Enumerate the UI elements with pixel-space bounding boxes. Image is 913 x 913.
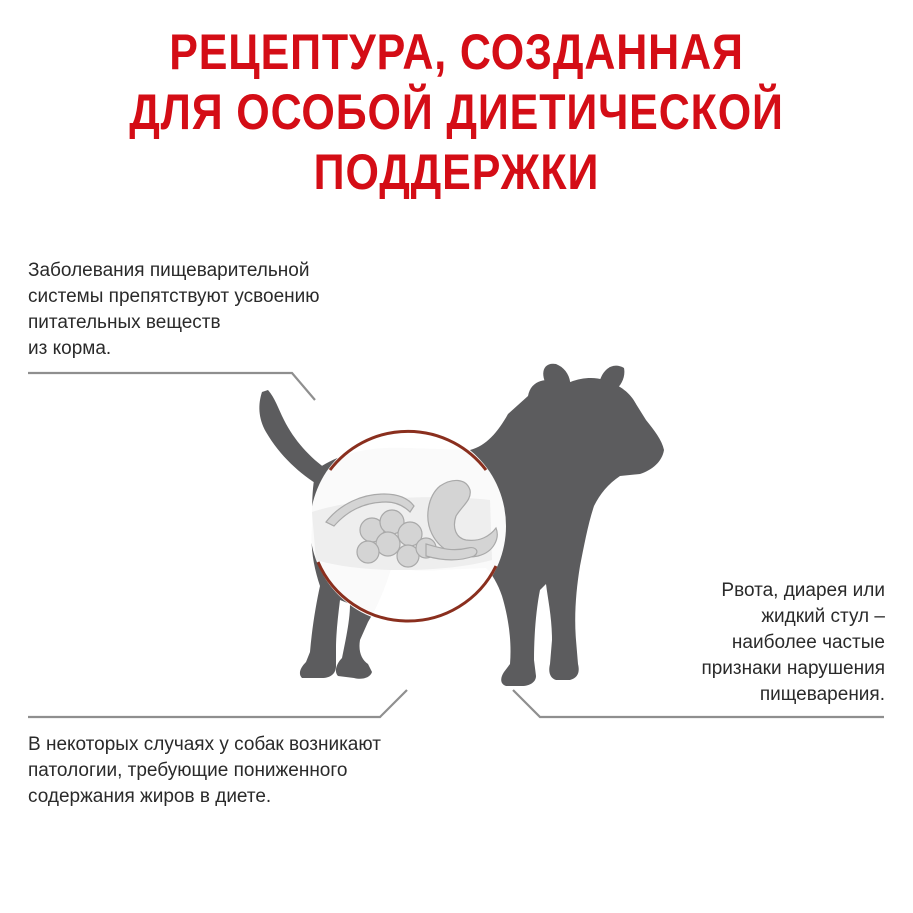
digestion-note-line-1: Заболевания пищеварительной — [28, 260, 310, 281]
headline-line-1: РЕЦЕПТУРА, СОЗДАННАЯ — [169, 24, 744, 80]
digestion-note-line-3: питательных веществ — [28, 312, 221, 333]
digestion-note-line-2: системы препятствуют усвоению — [28, 286, 320, 307]
symptoms-note-line-1: Рвота, диарея или — [721, 580, 885, 601]
symptoms-note-line-3: наиболее частые — [731, 632, 885, 653]
fat-note-line-3: содержания жиров в диете. — [28, 786, 272, 807]
symptoms-note-line-4: признаки нарушения — [701, 658, 885, 679]
symptoms-note-line-5: пищеварения. — [759, 684, 885, 705]
callout-line-bottom — [28, 690, 407, 717]
headline-line-2: ДЛЯ ОСОБОЙ ДИЕТИЧЕСКОЙ — [129, 84, 784, 140]
symptoms-note — [701, 578, 885, 708]
fat-note — [28, 732, 381, 810]
digestion-note — [28, 258, 320, 362]
fat-note-line-2: патологии, требующие пониженного — [28, 760, 348, 781]
headline-line-3: ПОДДЕРЖКИ — [313, 144, 600, 200]
symptoms-note-line-2: жидкий стул – — [761, 606, 885, 627]
digestion-note-line-4: из корма. — [28, 338, 112, 359]
fat-note-line-1: В некоторых случаях у собак возникают — [28, 734, 381, 755]
